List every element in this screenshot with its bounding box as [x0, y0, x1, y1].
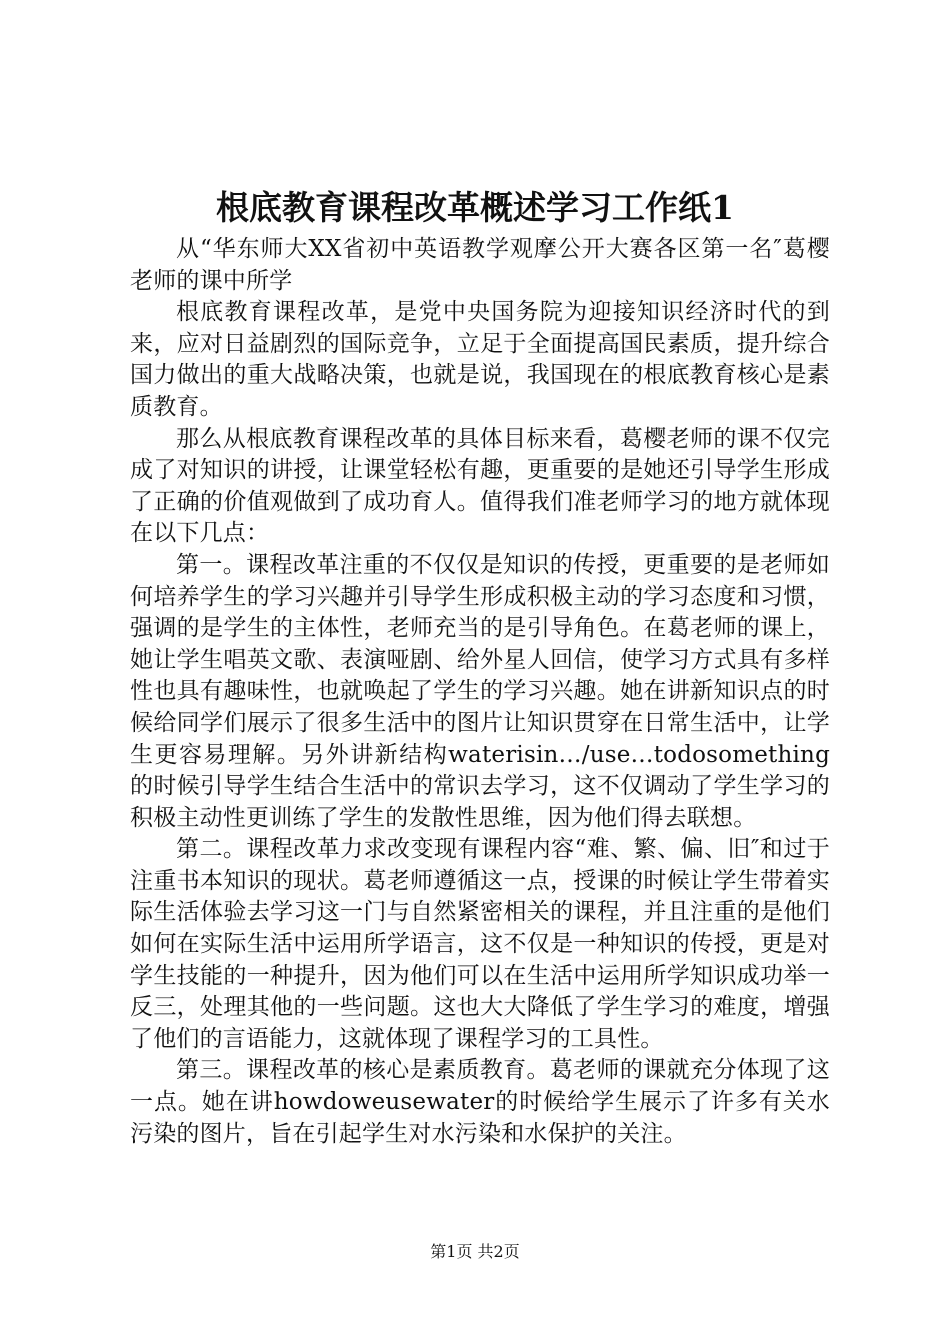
paragraph-point-three: 第三。课程改革的核心是素质教育。葛老师的课就充分体现了这一点。她在讲howdoweusewater的时候给学生展示了许多有关水污染的图片，旨在引起学生对水污染和水保护的关注。	[130, 1057, 830, 1147]
paragraph-goals: 那么从根底教育课程改革的具体目标来看，葛樱老师的课不仅完成了对知识的讲授，让课堂轻松有趣，更重要的是她还引导学生形成了正确的价值观做到了成功育人。值得我们准老师学习的地方就体现在以下几点：	[130, 425, 830, 547]
paragraph-point-two: 第二。课程改革力求改变现有课程内容“难、繁、偏、旧″和过于注重书本知识的现状。葛老师遵循这一点，授课的时候让学生带着实际生活体验去学习这一门与自然紧密相关的课程，并且注重的是他们如何在实际生活中运用所学语言，这不仅是一种知识的传授，更是对学生技能的一种提升，因为他们可以在生活中运用所学知识成功举一反三，处理其他的一些问题。这也大大降低了学生学习的难度，增强了他们的言语能力，这就体现了课程学习的工具性。	[130, 836, 830, 1052]
page-footer: 第1页 共2页	[430, 1242, 520, 1261]
document-title: 根底教育课程改革概述学习工作纸1	[216, 188, 734, 227]
paragraph-source: 从“华东师大XX省初中英语教学观摩公开大赛各区第一名″葛樱老师的课中所学	[130, 236, 830, 294]
document-body	[130, 234, 830, 1150]
paragraph-intro: 根底教育课程改革，是党中央国务院为迎接知识经济时代的到来，应对日益剧烈的国际竞争，立足于全面提高国民素质，提升综合国力做出的重大战略决策，也就是说，我国现在的根底教育核心是素质教育。	[130, 299, 830, 420]
paragraph-point-one: 第一。课程改革注重的不仅仅是知识的传授，更重要的是老师如何培养学生的学习兴趣并引导学生形成积极主动的学习态度和习惯，强调的是学生的主体性，老师充当的是引导角色。在葛老师的课上，她让学生唱英文歌、表演哑剧、给外星人回信，使学习方式具有多样性也具有趣味性，也就唤起了学生的学习兴趣。她在讲新知识点的时候给同学们展示了很多生活中的图片让知识贯穿在日常生活中，让学生更容易理解。另外讲新结构waterisin…/use…todosomething的时候引导学生结合生活中的常识去学习，这不仅调动了学生学习的积极主动性更训练了学生的发散性思维，因为他们得去联想。	[130, 551, 830, 831]
